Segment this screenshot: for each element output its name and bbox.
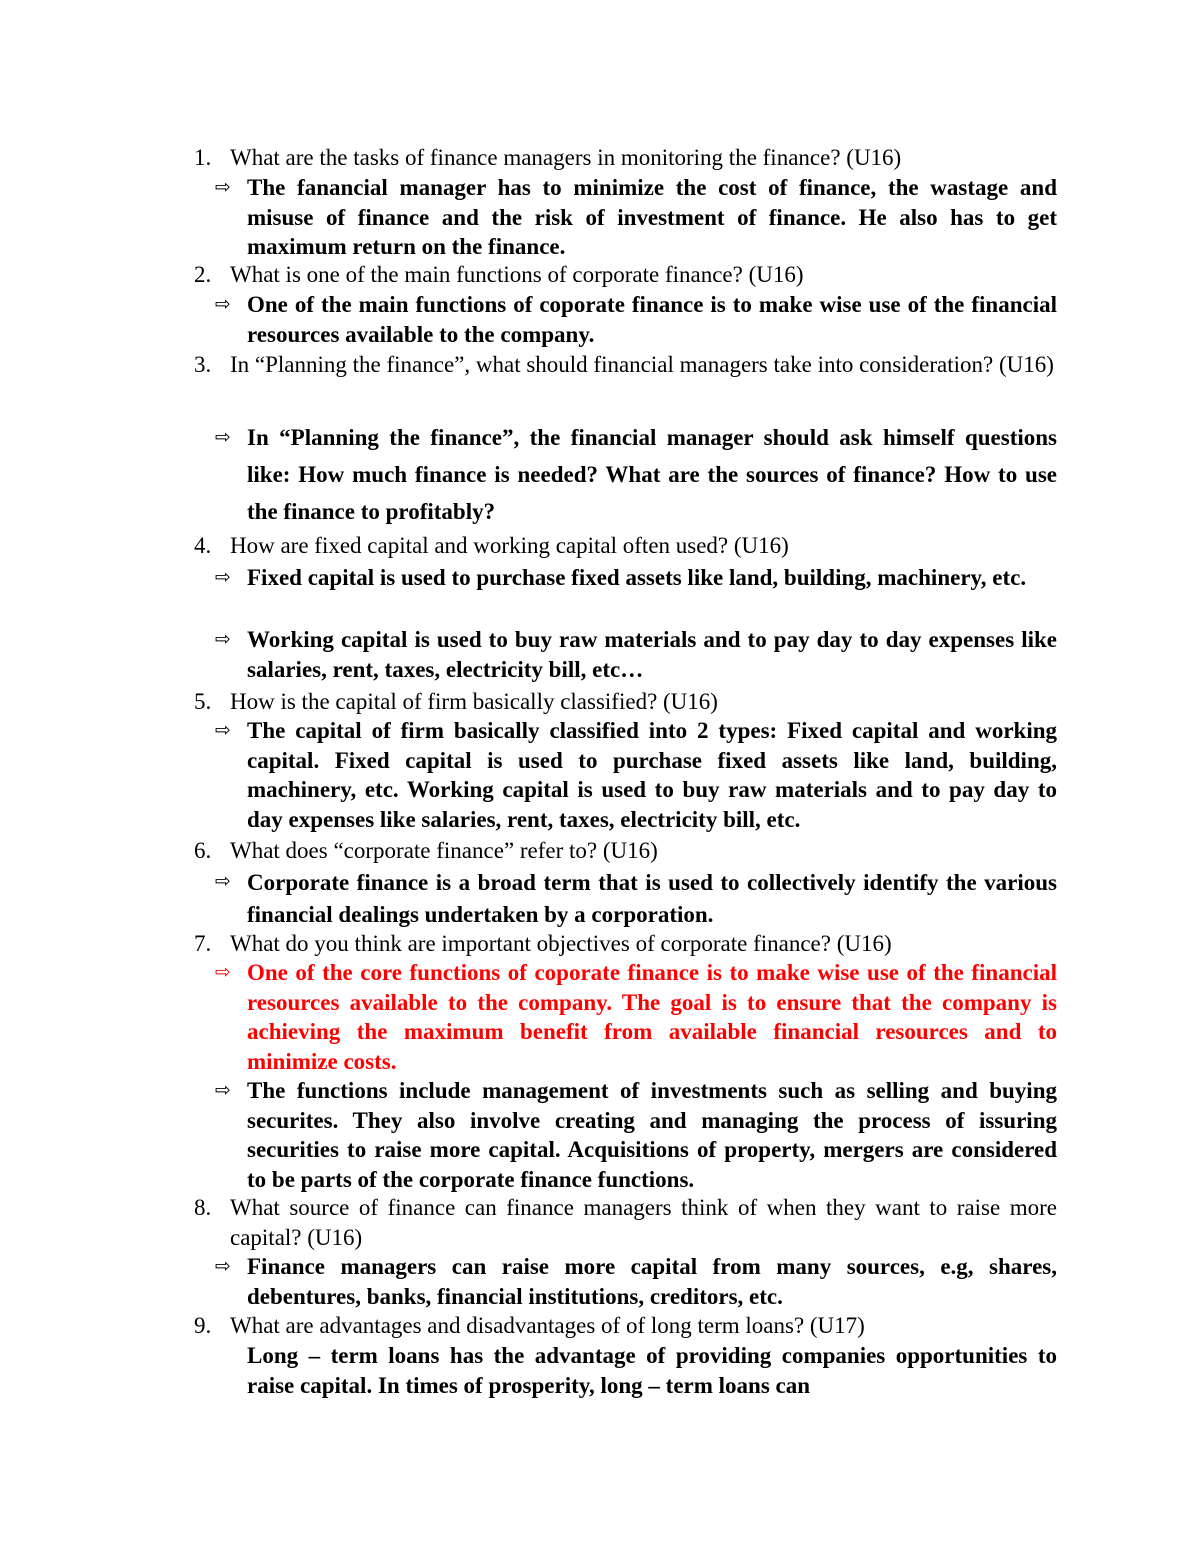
answer-3 xyxy=(215,419,1057,530)
answer-1 xyxy=(215,173,1057,262)
question-6 xyxy=(194,836,1057,866)
question-number: 7. xyxy=(194,931,212,956)
answer-9 xyxy=(215,1341,1057,1400)
answer-7a xyxy=(215,958,1057,1076)
question-2 xyxy=(194,260,1057,290)
question-number: 3. xyxy=(194,352,212,377)
answer-4a xyxy=(215,563,1057,593)
question-number: 2. xyxy=(194,262,212,287)
right-arrow-icon: ⇨ xyxy=(215,961,231,983)
question-text: What does “corporate finance” refer to? (U16) xyxy=(230,838,658,863)
answer-text: The capital of firm basically classified into 2 types: Fixed capital and working capital. Fixed capital is used to purchase fixed assets like land, building, machinery, etc. Working capital is used to buy raw materials and to pay day to day expenses like salaries, rent, taxes, electricity bill, etc. xyxy=(247,718,1057,832)
answer-text: Long – term loans has the advantage of providing companies opportunities to raise capital. In times of prosperity, long – term loans can xyxy=(247,1343,1057,1398)
question-text: What source of finance can finance managers think of when they want to raise more capital? (U16) xyxy=(230,1195,1057,1250)
answer-8 xyxy=(215,1252,1057,1311)
answer-text: Working capital is used to buy raw materials and to pay day to day expenses like salaries, rent, taxes, electricity bill, etc… xyxy=(247,627,1057,682)
question-5 xyxy=(194,687,1057,717)
question-8 xyxy=(194,1193,1057,1253)
right-arrow-icon: ⇨ xyxy=(215,1079,231,1101)
answer-text: In “Planning the finance”, the financial manager should ask himself questions like: How much finance is needed? What are the sources of finance? How to use the finance to profitably? xyxy=(247,425,1057,524)
right-arrow-icon: ⇨ xyxy=(215,719,231,741)
answer-text: One of the main functions of coporate finance is to make wise use of the financial resources available to the company. xyxy=(247,292,1057,347)
question-text: What do you think are important objectives of corporate finance? (U16) xyxy=(230,931,892,956)
answer-2 xyxy=(215,290,1057,349)
question-text: How are fixed capital and working capital often used? (U16) xyxy=(230,533,789,558)
answer-4b xyxy=(215,625,1057,684)
answer-text: The functions include management of investments such as selling and buying securites. They also involve creating and managing the process of issuring securities to raise more capital. Acquisitions of property, mergers are considered to be parts of the corporate finance functions. xyxy=(247,1078,1057,1192)
question-text: What is one of the main functions of corporate finance? (U16) xyxy=(230,262,804,287)
question-number: 8. xyxy=(194,1195,212,1220)
right-arrow-icon: ⇨ xyxy=(215,566,231,588)
question-text: What are advantages and disadvantages of of long term loans? (U17) xyxy=(230,1313,865,1338)
answer-text: Finance managers can raise more capital from many sources, e.g, shares, debentures, banks, financial institutions, creditors, etc. xyxy=(247,1254,1057,1309)
right-arrow-icon: ⇨ xyxy=(215,870,231,892)
question-text: How is the capital of firm basically classified? (U16) xyxy=(230,689,718,714)
right-arrow-icon: ⇨ xyxy=(215,293,231,315)
question-text: In “Planning the finance”, what should financial managers take into consideration? (U16) xyxy=(230,352,1054,377)
answer-text: One of the core functions of coporate finance is to make wise use of the financial resources available to the company. The goal is to ensure that the company is achieving the maximum benefit from available financial resources and to minimize costs. xyxy=(247,960,1057,1074)
question-text: What are the tasks of finance managers in monitoring the finance? (U16) xyxy=(230,145,902,170)
question-9 xyxy=(194,1311,1057,1341)
answer-text: Corporate finance is a broad term that is used to collectively identify the various financial dealings undertaken by a corporation. xyxy=(247,870,1057,927)
right-arrow-icon: ⇨ xyxy=(215,1255,231,1277)
answer-7b xyxy=(215,1076,1057,1194)
question-number: 1. xyxy=(194,145,212,170)
right-arrow-icon: ⇨ xyxy=(215,176,231,198)
question-number: 5. xyxy=(194,689,212,714)
question-number: 4. xyxy=(194,533,212,558)
answer-text: The fanancial manager has to minimize the cost of finance, the wastage and misuse of finance and the risk of investment of finance. He also has to get maximum return on the finance. xyxy=(247,175,1057,259)
question-7 xyxy=(194,929,1057,959)
question-4 xyxy=(194,531,1057,561)
right-arrow-icon: ⇨ xyxy=(215,426,231,448)
answer-6 xyxy=(215,867,1057,931)
right-arrow-icon: ⇨ xyxy=(215,628,231,650)
answer-text: Fixed capital is used to purchase fixed assets like land, building, machinery, etc. xyxy=(247,565,1027,590)
question-number: 9. xyxy=(194,1313,212,1338)
question-1 xyxy=(194,143,1057,173)
question-number: 6. xyxy=(194,838,212,863)
question-3 xyxy=(194,347,1057,383)
answer-5 xyxy=(215,716,1057,834)
